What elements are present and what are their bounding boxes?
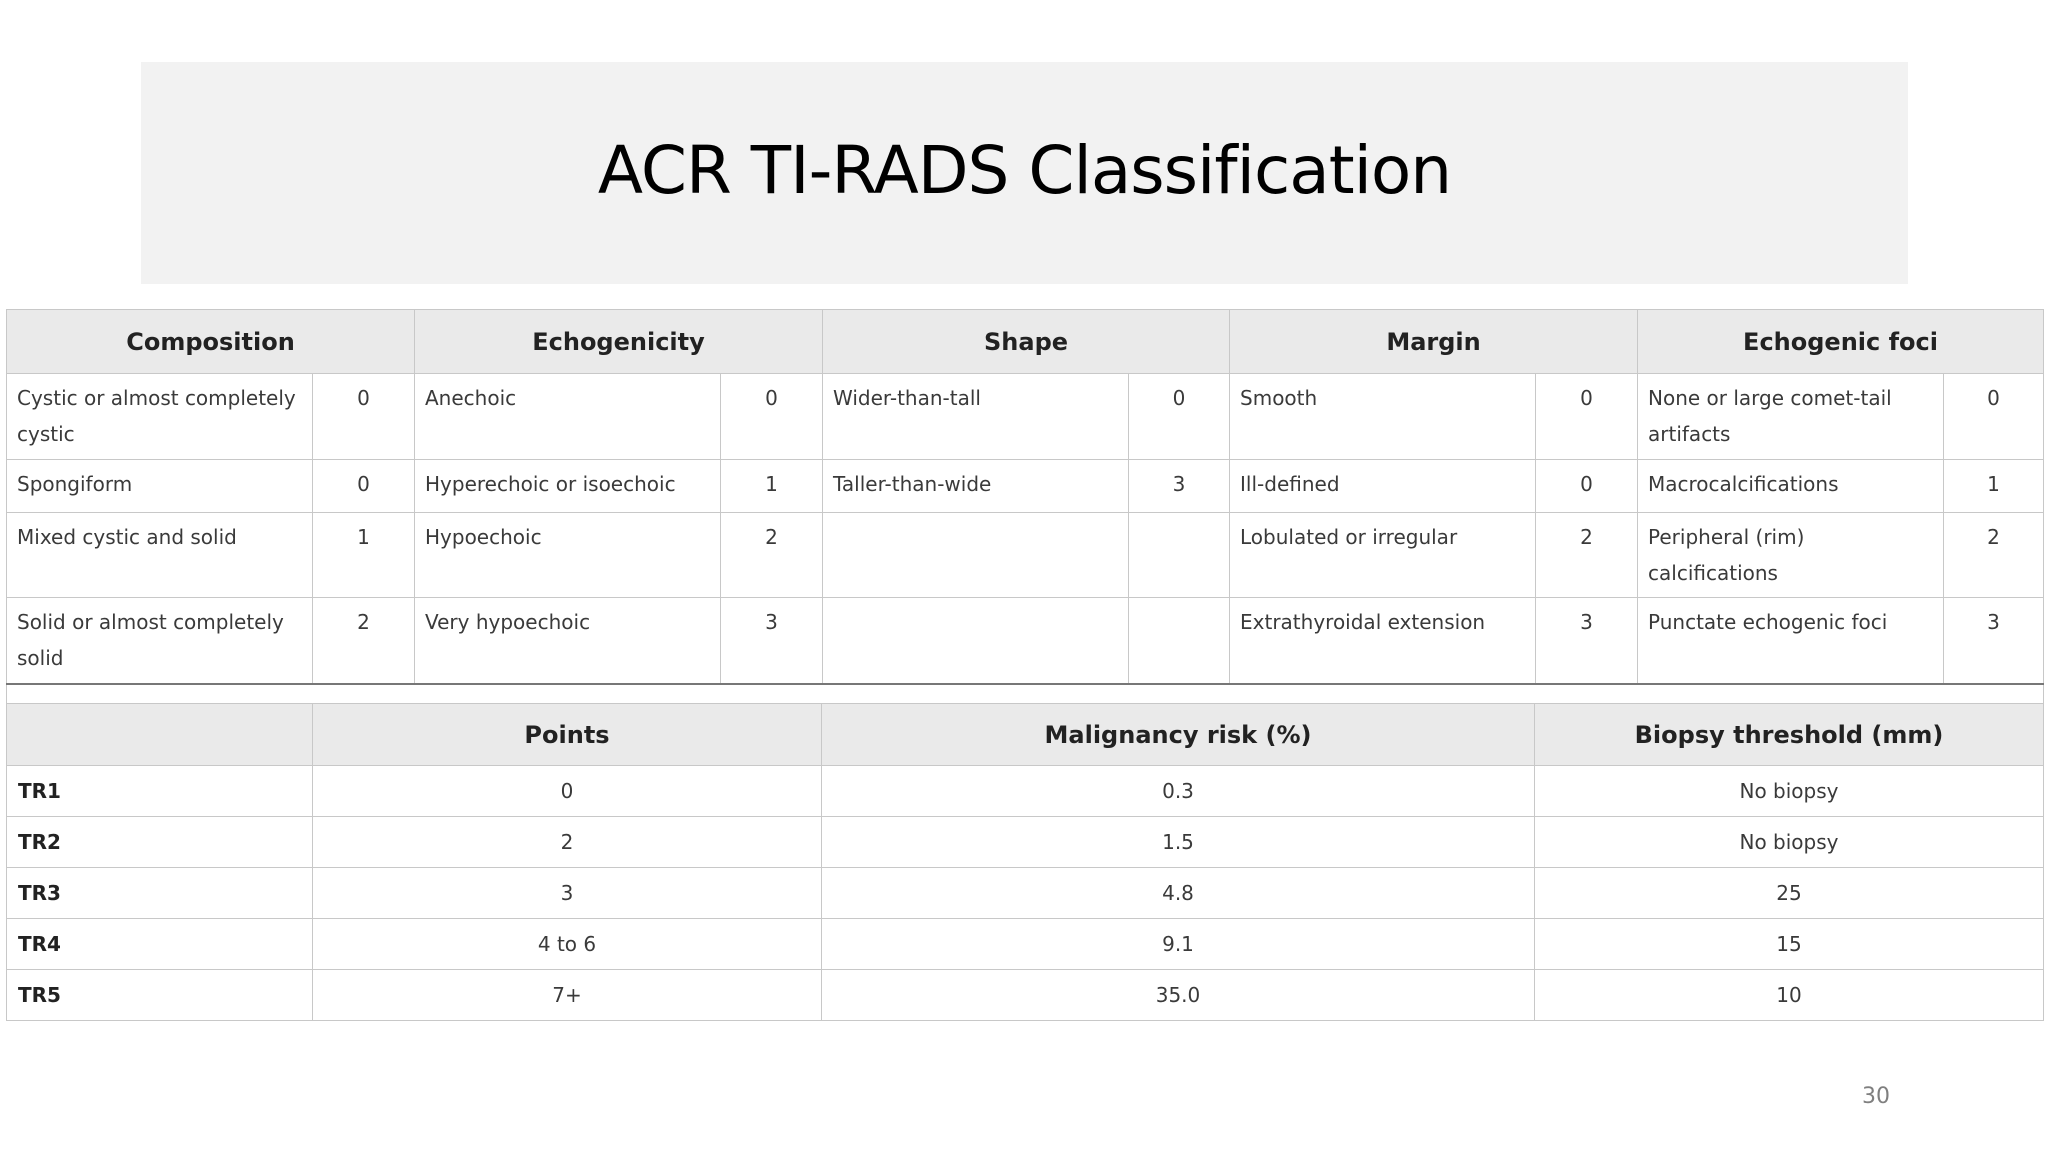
feature-points: 0 [1536, 460, 1638, 513]
feature-points [1129, 513, 1230, 598]
feature-label: Hyperechoic or isoechoic [415, 460, 721, 513]
risk-category: TR3 [7, 868, 313, 919]
features-header-row [7, 310, 2044, 374]
header-points: Points [313, 704, 822, 766]
feature-label: Very hypoechoic [415, 598, 721, 685]
features-row [7, 374, 2044, 460]
risk-threshold: 15 [1535, 919, 2044, 970]
feature-points: 0 [313, 460, 415, 513]
header-category [7, 704, 313, 766]
risk-row [7, 868, 2044, 919]
risk-threshold: No biopsy [1535, 817, 2044, 868]
risk-points: 7+ [313, 970, 822, 1021]
feature-label: Solid or almost completely solid [7, 598, 313, 685]
feature-label: Wider-than-tall [823, 374, 1129, 460]
header-margin: Margin [1230, 310, 1638, 374]
features-row [7, 598, 2044, 685]
header-shape: Shape [823, 310, 1230, 374]
risk-threshold: No biopsy [1535, 766, 2044, 817]
feature-points: 0 [313, 374, 415, 460]
feature-points: 2 [313, 598, 415, 685]
feature-label: Hypoechoic [415, 513, 721, 598]
feature-points: 1 [1944, 460, 2044, 513]
feature-label: None or large comet-tail artifacts [1638, 374, 1944, 460]
feature-label [823, 598, 1129, 685]
feature-label [823, 513, 1129, 598]
feature-points: 1 [313, 513, 415, 598]
feature-points: 0 [1536, 374, 1638, 460]
risk-category: TR2 [7, 817, 313, 868]
feature-points: 2 [1536, 513, 1638, 598]
risk-row [7, 970, 2044, 1021]
risk-points: 3 [313, 868, 822, 919]
feature-points: 3 [1944, 598, 2044, 685]
header-echogenic-foci: Echogenic foci [1638, 310, 2044, 374]
feature-label: Spongiform [7, 460, 313, 513]
header-composition: Composition [7, 310, 415, 374]
feature-points [1129, 598, 1230, 685]
risk-malignancy: 35.0 [822, 970, 1535, 1021]
risk-malignancy: 4.8 [822, 868, 1535, 919]
feature-points: 3 [721, 598, 823, 685]
feature-points: 2 [1944, 513, 2044, 598]
risk-threshold: 10 [1535, 970, 2044, 1021]
risk-category: TR1 [7, 766, 313, 817]
feature-points: 3 [1536, 598, 1638, 685]
risk-category: TR4 [7, 919, 313, 970]
feature-label: Macrocalcifications [1638, 460, 1944, 513]
feature-points: 3 [1129, 460, 1230, 513]
slide-title: ACR TI-RADS Classification [597, 131, 1452, 209]
risk-points: 2 [313, 817, 822, 868]
feature-label: Extrathyroidal extension [1230, 598, 1536, 685]
risk-points: 0 [313, 766, 822, 817]
risk-malignancy: 0.3 [822, 766, 1535, 817]
risk-table [6, 703, 2044, 1021]
feature-label: Peripheral (rim) calcifications [1638, 513, 1944, 598]
title-band [141, 62, 1908, 284]
feature-label: Anechoic [415, 374, 721, 460]
header-biopsy-threshold: Biopsy threshold (mm) [1535, 704, 2044, 766]
header-echogenicity: Echogenicity [415, 310, 823, 374]
features-table [6, 309, 2044, 750]
risk-row [7, 919, 2044, 970]
features-row [7, 460, 2044, 513]
header-malignancy-risk: Malignancy risk (%) [822, 704, 1535, 766]
feature-points: 0 [1944, 374, 2044, 460]
feature-label: Smooth [1230, 374, 1536, 460]
feature-label: Mixed cystic and solid [7, 513, 313, 598]
feature-label: Ill-defined [1230, 460, 1536, 513]
risk-malignancy: 9.1 [822, 919, 1535, 970]
feature-label: Cystic or almost completely cystic [7, 374, 313, 460]
risk-row [7, 817, 2044, 868]
risk-header-row [7, 704, 2044, 766]
feature-points: 1 [721, 460, 823, 513]
risk-points: 4 to 6 [313, 919, 822, 970]
feature-label: Taller-than-wide [823, 460, 1129, 513]
risk-threshold: 25 [1535, 868, 2044, 919]
feature-points: 0 [1129, 374, 1230, 460]
page-number: 30 [1862, 1084, 1890, 1109]
feature-points: 2 [721, 513, 823, 598]
features-row [7, 513, 2044, 598]
risk-row [7, 766, 2044, 817]
feature-label: Lobulated or irregular [1230, 513, 1536, 598]
feature-label: Punctate echogenic foci [1638, 598, 1944, 685]
risk-category: TR5 [7, 970, 313, 1021]
feature-points: 0 [721, 374, 823, 460]
risk-malignancy: 1.5 [822, 817, 1535, 868]
